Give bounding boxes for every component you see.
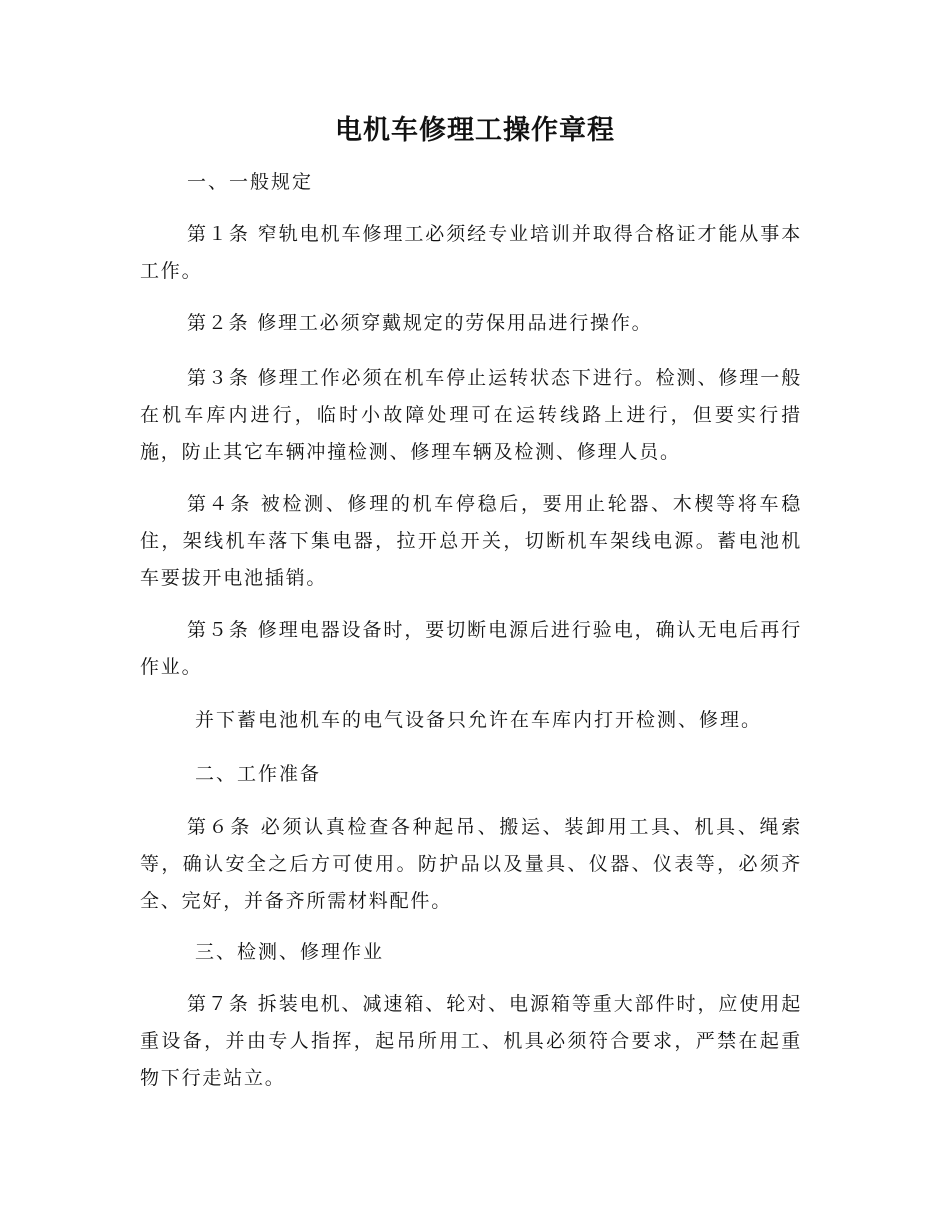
article-6: 第６条 必须认真检查各种起吊、搬运、装卸用工具、机具、绳索等，确认安全之后方可使用。防护品以及量具、仪器、仪表等，必须齐全、完好，并备齐所需材料配件。 [140,816,802,912]
section-heading-general: 一、一般规定 [187,171,314,193]
article-5: 第５条 修理电器设备时，要切断电源后进行验电，确认无电后再行作业。 [140,619,802,678]
article-3: 第３条 修理工作必须在机车停止运转状态下进行。检测、修理一般在机车库内进行，临时小故障处理可在运转线路上进行，但要实行措施，防止其它车辆冲撞检测、修理车辆及检测、修理人员。 [140,367,802,463]
article-4: 第４条 被检测、修理的机车停稳后，要用止轮器、木楔等将车稳住，架线机车落下集电器，拉开总开关，切断机车架线电源。蓄电池机车要拔开电池插销。 [140,493,802,589]
article-1: 第１条 窄轨电机车修理工必须经专业培训并取得合格证才能从事本工作。 [140,223,802,282]
document-title: 电机车修理工操作章程 [335,115,615,146]
section-heading-inspection-repair: 三、检测、修理作业 [195,941,385,963]
note-battery-locomotive: 并下蓄电池机车的电气设备只允许在车库内打开检测、修理。 [195,709,763,731]
article-7: 第７条 拆装电机、减速箱、轮对、电源箱等重大部件时，应使用起重设备，并由专人指挥，起吊所用工、机具必须符合要求，严禁在起重物下行走站立。 [140,993,802,1089]
section-heading-preparation: 二、工作准备 [195,763,322,785]
article-2: 第２条 修理工必须穿戴规定的劳保用品进行操作。 [187,312,653,334]
